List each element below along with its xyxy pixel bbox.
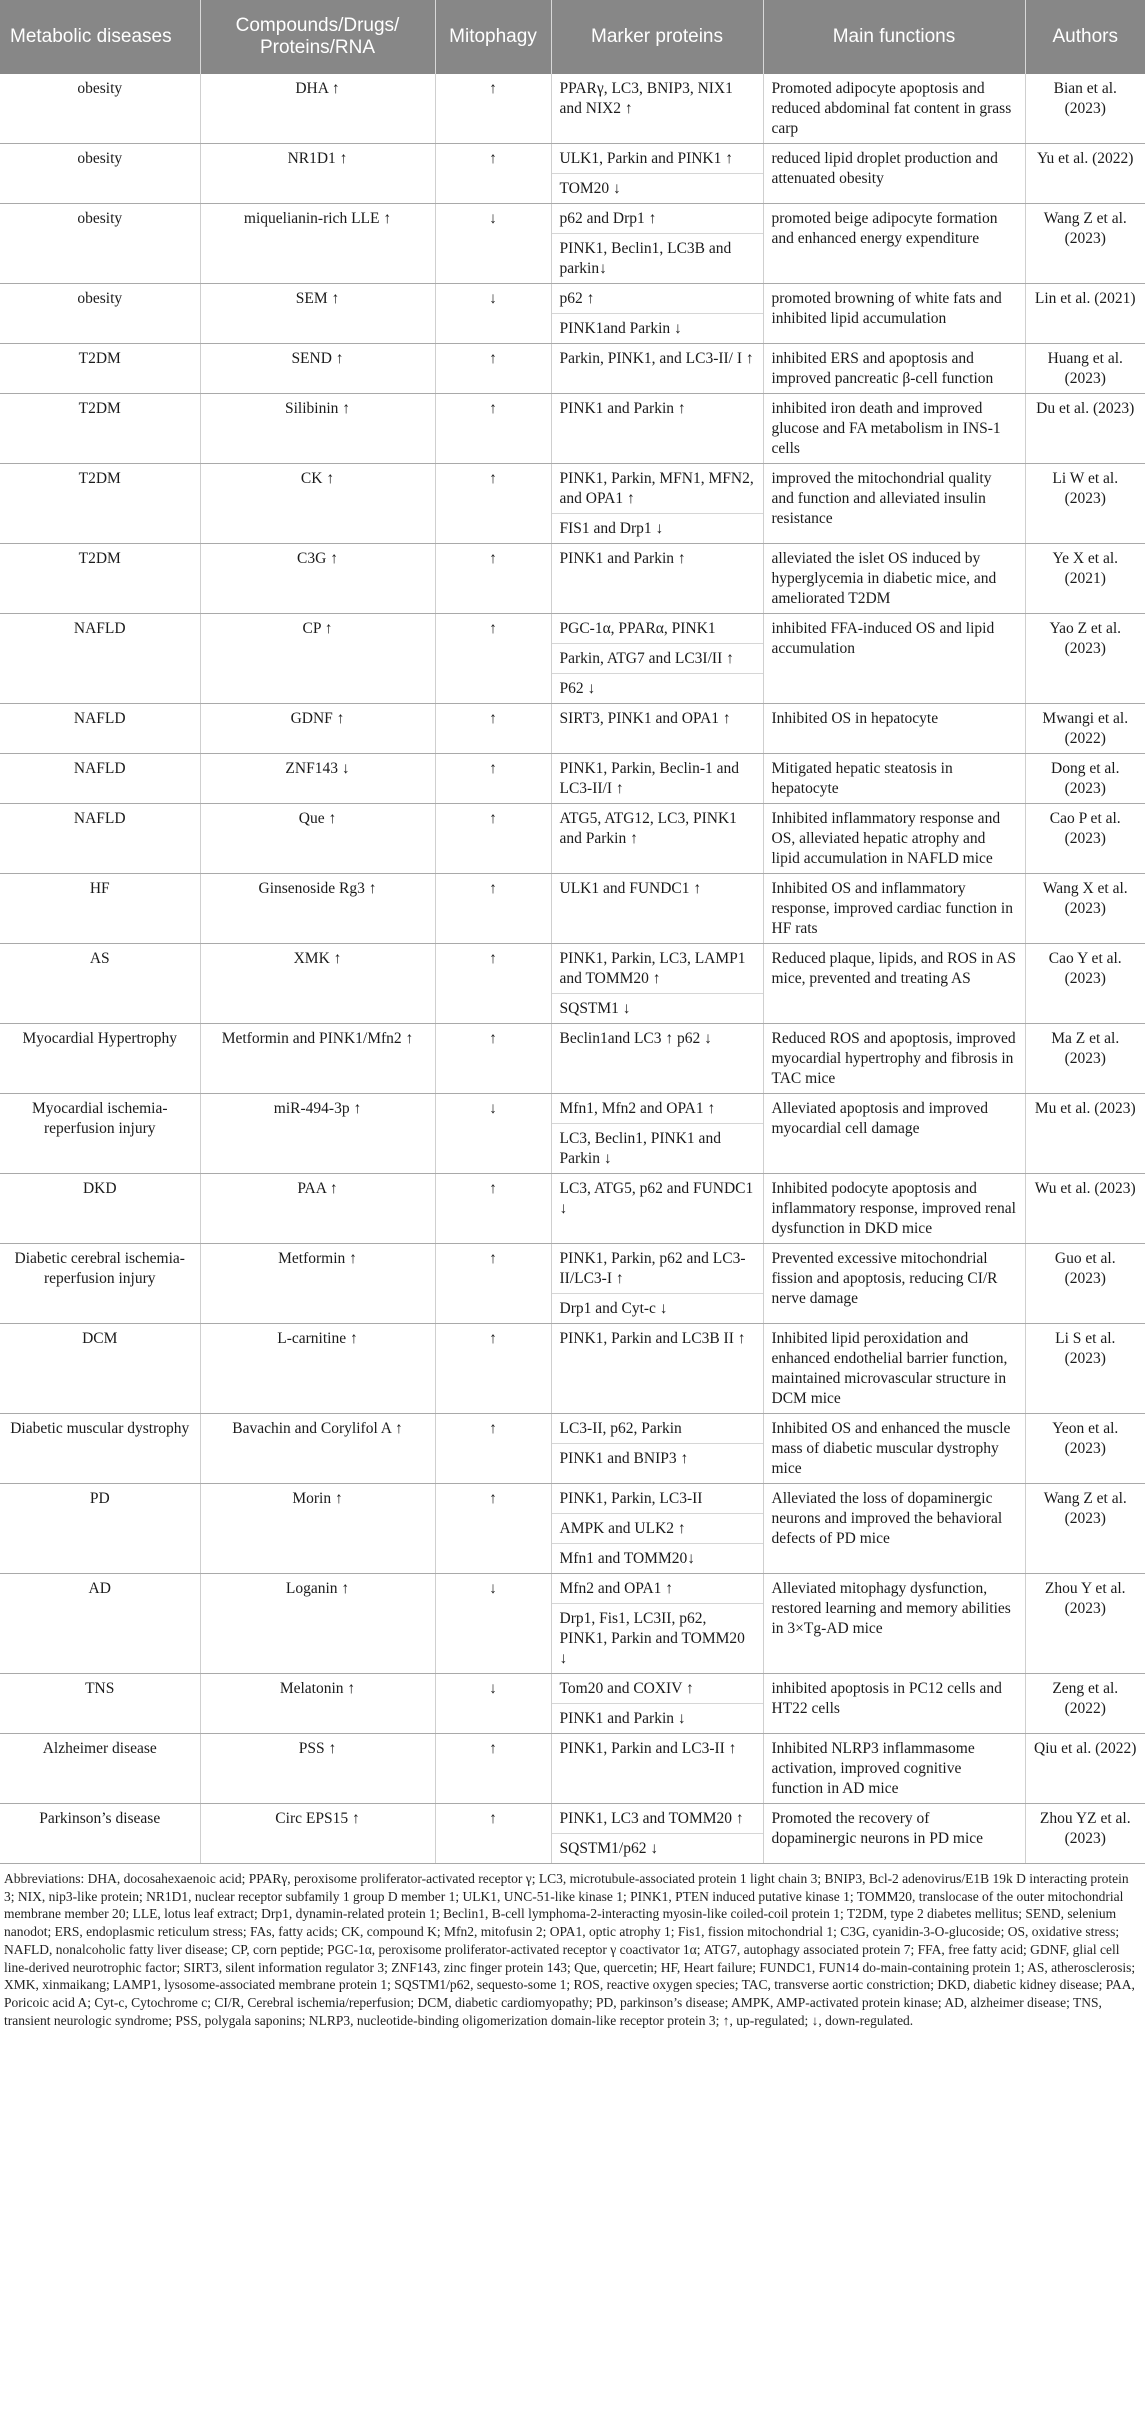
table-row <box>0 1734 1145 1804</box>
authors-cell: Du et al. (2023) <box>1025 394 1145 464</box>
mitophagy-cell: ↑ <box>435 614 551 704</box>
mitophagy-cell: ↑ <box>435 1024 551 1094</box>
authors-cell: Cao Y et al. (2023) <box>1025 944 1145 1024</box>
disease-cell: Myocardial ischemia-reperfusion injury <box>0 1094 200 1174</box>
authors-cell: Wang X et al. (2023) <box>1025 874 1145 944</box>
compound-cell: C3G ↑ <box>200 544 435 614</box>
marker-line: p62 and Drp1 ↑ <box>552 204 763 234</box>
disease-cell: Myocardial Hypertrophy <box>0 1024 200 1094</box>
markers-cell <box>551 1414 763 1484</box>
mitophagy-cell: ↓ <box>435 1574 551 1674</box>
compound-cell: Metformin and PINK1/Mfn2 ↑ <box>200 1024 435 1094</box>
marker-line: ATG5, ATG12, LC3, PINK1 and Parkin ↑ <box>559 810 737 847</box>
marker-line: PINK1 and Parkin ↑ <box>559 550 686 567</box>
marker-line: FIS1 and Drp1 ↓ <box>559 520 664 537</box>
mitophagy-cell: ↑ <box>435 1804 551 1864</box>
compound-cell: Loganin ↑ <box>200 1574 435 1674</box>
markers-cell <box>551 1024 763 1094</box>
authors-cell: Mwangi et al. (2022) <box>1025 704 1145 754</box>
marker-line: Mfn1 and TOMM20↓ <box>559 1550 695 1567</box>
compound-cell: ZNF143 ↓ <box>200 754 435 804</box>
disease-cell: NAFLD <box>0 704 200 754</box>
mitophagy-cell: ↑ <box>435 464 551 544</box>
compound-cell: Morin ↑ <box>200 1484 435 1574</box>
authors-cell: Dong et al. (2023) <box>1025 754 1145 804</box>
disease-cell: Diabetic cerebral ischemia-reperfusion injury <box>0 1244 200 1324</box>
functions-cell: Inhibited podocyte apoptosis and inflammatory response, improved renal dysfunction in DKD mice <box>763 1174 1025 1244</box>
authors-cell: Cao P et al. (2023) <box>1025 804 1145 874</box>
table-row <box>0 614 1145 704</box>
disease-cell: Parkinson’s disease <box>0 1804 200 1864</box>
compound-cell: miquelianin-rich LLE ↑ <box>200 204 435 284</box>
header-compounds: Compounds/Drugs/ Proteins/RNA <box>200 0 435 74</box>
functions-cell: inhibited ERS and apoptosis and improved pancreatic β-cell function <box>763 344 1025 394</box>
disease-cell: obesity <box>0 74 200 144</box>
authors-cell: Bian et al. (2023) <box>1025 74 1145 144</box>
marker-line: Parkin, PINK1, and LC3-II/ I ↑ <box>559 350 754 367</box>
mitophagy-cell: ↑ <box>435 804 551 874</box>
disease-cell: obesity <box>0 284 200 344</box>
marker-line: SQSTM1 ↓ <box>559 1000 631 1017</box>
marker-line: TOM20 ↓ <box>559 180 621 197</box>
disease-cell: TNS <box>0 1674 200 1734</box>
table-row <box>0 804 1145 874</box>
disease-cell: NAFLD <box>0 614 200 704</box>
disease-cell: AD <box>0 1574 200 1674</box>
header-marker-proteins: Marker proteins <box>551 0 763 74</box>
disease-cell: T2DM <box>0 464 200 544</box>
compound-cell: PSS ↑ <box>200 1734 435 1804</box>
mitophagy-cell: ↑ <box>435 1734 551 1804</box>
markers-cell <box>551 804 763 874</box>
markers-cell <box>551 394 763 464</box>
markers-cell <box>551 1244 763 1324</box>
compound-cell: Bavachin and Corylifol A ↑ <box>200 1414 435 1484</box>
compound-cell: Circ EPS15 ↑ <box>200 1804 435 1864</box>
table-row <box>0 1804 1145 1864</box>
table-row <box>0 144 1145 204</box>
marker-line: Beclin1and LC3 ↑ p62 ↓ <box>559 1030 712 1047</box>
functions-cell: promoted beige adipocyte formation and enhanced energy expenditure <box>763 204 1025 284</box>
disease-cell: PD <box>0 1484 200 1574</box>
functions-cell: improved the mitochondrial quality and function and alleviated insulin resistance <box>763 464 1025 544</box>
markers-cell <box>551 1324 763 1414</box>
table-row <box>0 1574 1145 1674</box>
header-main-functions: Main functions <box>763 0 1025 74</box>
compound-cell: miR-494-3p ↑ <box>200 1094 435 1174</box>
authors-cell: Qiu et al. (2022) <box>1025 1734 1145 1804</box>
functions-cell: Reduced ROS and apoptosis, improved myocardial hypertrophy and fibrosis in TAC mice <box>763 1024 1025 1094</box>
markers-cell <box>551 204 763 284</box>
functions-cell: Alleviated apoptosis and improved myocardial cell damage <box>763 1094 1025 1174</box>
functions-cell: Inhibited OS and enhanced the muscle mass of diabetic muscular dystrophy mice <box>763 1414 1025 1484</box>
markers-cell <box>551 944 763 1024</box>
table-row <box>0 1094 1145 1174</box>
disease-cell: T2DM <box>0 344 200 394</box>
disease-cell: T2DM <box>0 394 200 464</box>
table-row <box>0 1674 1145 1734</box>
header-authors: Authors <box>1025 0 1145 74</box>
table-row <box>0 464 1145 544</box>
marker-line: PINK1, Parkin, Beclin-1 and LC3-II/I ↑ <box>559 760 740 797</box>
functions-cell: alleviated the islet OS induced by hyperglycemia in diabetic mice, and ameliorated T2DM <box>763 544 1025 614</box>
disease-cell: obesity <box>0 144 200 204</box>
marker-line: ULK1 and FUNDC1 ↑ <box>559 880 702 897</box>
compound-cell: CP ↑ <box>200 614 435 704</box>
marker-line: Tom20 and COXIV ↑ <box>552 1674 763 1704</box>
disease-cell: DCM <box>0 1324 200 1414</box>
marker-line: PINK1 and BNIP3 ↑ <box>559 1450 689 1467</box>
functions-cell: Inhibited OS in hepatocyte <box>763 704 1025 754</box>
mitophagy-cell: ↑ <box>435 874 551 944</box>
authors-cell: Yu et al. (2022) <box>1025 144 1145 204</box>
table-row <box>0 284 1145 344</box>
functions-cell: Alleviated mitophagy dysfunction, restored learning and memory abilities in 3×Tg-AD mice <box>763 1574 1025 1674</box>
compound-cell: Metformin ↑ <box>200 1244 435 1324</box>
markers-cell <box>551 1574 763 1674</box>
markers-cell <box>551 1804 763 1864</box>
marker-line: ULK1, Parkin and PINK1 ↑ <box>552 144 763 174</box>
functions-cell: Inhibited NLRP3 inflammasome activation, improved cognitive function in AD mice <box>763 1734 1025 1804</box>
authors-cell: Lin et al. (2021) <box>1025 284 1145 344</box>
marker-line: PINK1, Parkin and LC3B II ↑ <box>559 1330 746 1347</box>
compound-cell: PAA ↑ <box>200 1174 435 1244</box>
table-row <box>0 1484 1145 1574</box>
marker-line: Mfn2 and OPA1 ↑ <box>552 1574 763 1604</box>
mitophagy-cell: ↓ <box>435 204 551 284</box>
table-row <box>0 1324 1145 1414</box>
mitophagy-cell: ↑ <box>435 704 551 754</box>
compound-cell: Silibinin ↑ <box>200 394 435 464</box>
disease-cell: T2DM <box>0 544 200 614</box>
disease-cell: DKD <box>0 1174 200 1244</box>
marker-line: PINK1and Parkin ↓ <box>559 320 682 337</box>
disease-cell: Diabetic muscular dystrophy <box>0 1414 200 1484</box>
functions-cell: Inhibited OS and inflammatory response, improved cardiac function in HF rats <box>763 874 1025 944</box>
marker-line: Parkin, ATG7 and LC3I/II ↑ <box>552 644 763 674</box>
disease-cell: Alzheimer disease <box>0 1734 200 1804</box>
mitophagy-cell: ↓ <box>435 284 551 344</box>
markers-cell <box>551 544 763 614</box>
authors-cell: Yeon et al. (2023) <box>1025 1414 1145 1484</box>
compound-cell: XMK ↑ <box>200 944 435 1024</box>
authors-cell: Huang et al. (2023) <box>1025 344 1145 394</box>
mitophagy-cell: ↑ <box>435 1324 551 1414</box>
authors-cell: Guo et al. (2023) <box>1025 1244 1145 1324</box>
markers-cell <box>551 1484 763 1574</box>
table-row <box>0 74 1145 144</box>
compound-cell: SEND ↑ <box>200 344 435 394</box>
mitophagy-cell: ↑ <box>435 754 551 804</box>
marker-line: PPARγ, LC3, BNIP3, NIX1 and NIX2 ↑ <box>559 80 733 117</box>
authors-cell: Li S et al. (2023) <box>1025 1324 1145 1414</box>
functions-cell: Prevented excessive mitochondrial fission and apoptosis, reducing CI/R nerve damage <box>763 1244 1025 1324</box>
functions-cell: Promoted adipocyte apoptosis and reduced abdominal fat content in grass carp <box>763 74 1025 144</box>
authors-cell: Ma Z et al. (2023) <box>1025 1024 1145 1094</box>
markers-cell <box>551 754 763 804</box>
disease-cell: HF <box>0 874 200 944</box>
marker-line: AMPK and ULK2 ↑ <box>552 1514 763 1544</box>
marker-line: PINK1 and Parkin ↑ <box>559 400 686 417</box>
functions-cell: promoted browning of white fats and inhibited lipid accumulation <box>763 284 1025 344</box>
marker-line: Mfn1, Mfn2 and OPA1 ↑ <box>552 1094 763 1124</box>
marker-line: PINK1, Parkin and LC3-II ↑ <box>559 1740 737 1757</box>
marker-line: LC3-II, p62, Parkin <box>552 1414 763 1444</box>
functions-cell: inhibited FFA-induced OS and lipid accumulation <box>763 614 1025 704</box>
markers-cell <box>551 1174 763 1244</box>
compound-cell: SEM ↑ <box>200 284 435 344</box>
marker-line: PINK1, Parkin, MFN1, MFN2, and OPA1 ↑ <box>552 464 763 514</box>
authors-cell: Wang Z et al. (2023) <box>1025 1484 1145 1574</box>
abbreviations-note: Abbreviations: DHA, docosahexaenoic acid; PPARγ, peroxisome proliferator-activated receptor γ; LC3, microtubule-associated protein 1 light chain 3; BNIP3, Bcl-2 adenovirus/E1B 19k D interacting protein 3; NIX, nip3-like protein; NR1D1, nuclear receptor subfamily 1 group D member 1; ULK1, UNC-51-like kinase 1; PINK1, PTEN induced putative kinase 1; TOMM20, translocase of the outer mitochondrial membrane member 20; LLE, lotus leaf extract; Drp1, dynamin-related protein 1; Beclin1, B-cell lymphoma-2-interacting myosin-like coiled-coil protein 1; T2DM, type 2 diabetes mellitus; SEND, selenium nanodot; ERS, endoplasmic reticulum stress; FAs, fatty acids; CK, compound K; Mfn2, mitofusin 2; OPA1, optic atrophy 1; Fis1, fission mitochondrial 1; C3G, cyanidin-3-O-glucoside; OS, oxidative stress; NAFLD, nonalcoholic fatty liver disease; CP, corn peptide; PGC-1α, peroxisome proliferator-activated receptor γ coactivator 1α; ATG7, autophagy associated protein 7; FFA, free fatty acid; GDNF, glial cell line-derived neurotrophic factor; SIRT3, silent information regulator 3; ZNF143, zinc finger protein 143; Que, quercetin; HF, Heart failure; FUNDC1, FUN14 do-main-containing protein 1; AS, atherosclerosis; XMK, xinmaikang; LAMP1, lysosome-associated membrane protein 1; SQSTM1/p62, sequesto-some 1; ROS, reactive oxygen species; TAC, transverse aortic constriction; DKD, diabetic kidney disease; PAA, Poricoic acid A; Cyt-c, Cytochrome c; CI/R, Cerebral ischemia/reperfusion; DCM, diabetic cardiomyopathy; PD, parkinson’s disease; AMPK, AMP-activated protein kinase; AD, alzheimer disease; TNS, transient neurologic syndrome; PSS, polygala saponins; NLRP3, nucleotide-binding oligomerization domain-like receptor protein 3; ↑, up-regulated; ↓, down-regulated. <box>4 1871 1136 2028</box>
mitophagy-cell: ↑ <box>435 1244 551 1324</box>
functions-cell: Inhibited lipid peroxidation and enhanced endothelial barrier function, maintained microvascular structure in DCM mice <box>763 1324 1025 1414</box>
header-row <box>0 0 1145 74</box>
marker-line: LC3, ATG5, p62 and FUNDC1 ↓ <box>559 1180 754 1217</box>
table-row <box>0 544 1145 614</box>
markers-cell <box>551 74 763 144</box>
disease-cell: obesity <box>0 204 200 284</box>
authors-cell: Ye X et al. (2021) <box>1025 544 1145 614</box>
marker-line: PGC-1α, PPARα, PINK1 <box>552 614 763 644</box>
marker-line: Drp1 and Cyt-c ↓ <box>559 1300 668 1317</box>
disease-cell: AS <box>0 944 200 1024</box>
authors-cell: Yao Z et al. (2023) <box>1025 614 1145 704</box>
table-row <box>0 1414 1145 1484</box>
marker-line: PINK1, Parkin, p62 and LC3-II/LC3-I ↑ <box>552 1244 763 1294</box>
marker-line: LC3, Beclin1, PINK1 and Parkin ↓ <box>559 1130 721 1167</box>
functions-cell: Inhibited inflammatory response and OS, alleviated hepatic atrophy and lipid accumulation in NAFLD mice <box>763 804 1025 874</box>
table-row <box>0 204 1145 284</box>
markers-cell <box>551 614 763 704</box>
marker-line: PINK1, Parkin, LC3, LAMP1 and TOMM20 ↑ <box>552 944 763 994</box>
markers-cell <box>551 1094 763 1174</box>
mitophagy-cell: ↑ <box>435 1414 551 1484</box>
markers-cell <box>551 144 763 204</box>
authors-cell: Li W et al. (2023) <box>1025 464 1145 544</box>
header-mitophagy: Mitophagy <box>435 0 551 74</box>
authors-cell: Zhou Y et al. (2023) <box>1025 1574 1145 1674</box>
markers-cell <box>551 874 763 944</box>
markers-cell <box>551 704 763 754</box>
marker-line: P62 ↓ <box>559 680 596 697</box>
mitophagy-cell: ↑ <box>435 544 551 614</box>
mitophagy-cell: ↑ <box>435 1484 551 1574</box>
marker-line: PINK1 and Parkin ↓ <box>559 1710 686 1727</box>
compound-cell: NR1D1 ↑ <box>200 144 435 204</box>
functions-cell: Promoted the recovery of dopaminergic neurons in PD mice <box>763 1804 1025 1864</box>
header-metabolic-diseases: Metabolic diseases <box>0 0 200 74</box>
marker-line: PINK1, Parkin, LC3-II <box>552 1484 763 1514</box>
markers-cell <box>551 284 763 344</box>
compound-cell: CK ↑ <box>200 464 435 544</box>
marker-line: SQSTM1/p62 ↓ <box>559 1840 659 1857</box>
marker-line: p62 ↑ <box>552 284 763 314</box>
table-row <box>0 1024 1145 1094</box>
table-row <box>0 1244 1145 1324</box>
authors-cell: Mu et al. (2023) <box>1025 1094 1145 1174</box>
authors-cell: Zeng et al. (2022) <box>1025 1674 1145 1734</box>
authors-cell: Wang Z et al. (2023) <box>1025 204 1145 284</box>
mitophagy-cell: ↑ <box>435 144 551 204</box>
functions-cell: inhibited apoptosis in PC12 cells and HT22 cells <box>763 1674 1025 1734</box>
markers-cell <box>551 1734 763 1804</box>
mitophagy-cell: ↑ <box>435 394 551 464</box>
functions-cell: reduced lipid droplet production and attenuated obesity <box>763 144 1025 204</box>
table-row <box>0 944 1145 1024</box>
table-row <box>0 1174 1145 1244</box>
compound-cell: Melatonin ↑ <box>200 1674 435 1734</box>
functions-cell: inhibited iron death and improved glucose and FA metabolism in INS-1 cells <box>763 394 1025 464</box>
table-row <box>0 754 1145 804</box>
disease-cell: NAFLD <box>0 804 200 874</box>
markers-cell <box>551 464 763 544</box>
mitophagy-cell: ↑ <box>435 1174 551 1244</box>
marker-line: SIRT3, PINK1 and OPA1 ↑ <box>559 710 731 727</box>
table-row <box>0 344 1145 394</box>
marker-line: PINK1, Beclin1, LC3B and parkin↓ <box>559 240 732 277</box>
disease-cell: NAFLD <box>0 754 200 804</box>
mitophagy-cell: ↑ <box>435 74 551 144</box>
functions-cell: Alleviated the loss of dopaminergic neurons and improved the behavioral defects of PD mice <box>763 1484 1025 1574</box>
authors-cell: Wu et al. (2023) <box>1025 1174 1145 1244</box>
mitophagy-cell: ↓ <box>435 1674 551 1734</box>
compound-cell: DHA ↑ <box>200 74 435 144</box>
authors-cell: Zhou YZ et al. (2023) <box>1025 1804 1145 1864</box>
table-row <box>0 704 1145 754</box>
compound-cell: Ginsenoside Rg3 ↑ <box>200 874 435 944</box>
compound-cell: GDNF ↑ <box>200 704 435 754</box>
markers-cell <box>551 1674 763 1734</box>
mitophagy-cell: ↑ <box>435 944 551 1024</box>
functions-cell: Mitigated hepatic steatosis in hepatocyte <box>763 754 1025 804</box>
mitophagy-cell: ↓ <box>435 1094 551 1174</box>
functions-cell: Reduced plaque, lipids, and ROS in AS mice, prevented and treating AS <box>763 944 1025 1024</box>
compound-cell: L-carnitine ↑ <box>200 1324 435 1414</box>
table-row <box>0 394 1145 464</box>
table-body <box>0 74 1145 1864</box>
marker-line: Drp1, Fis1, LC3II, p62, PINK1, Parkin and TOMM20 ↓ <box>559 1610 745 1667</box>
marker-line: PINK1, LC3 and TOMM20 ↑ <box>552 1804 763 1834</box>
mitophagy-cell: ↑ <box>435 344 551 394</box>
compound-cell: Que ↑ <box>200 804 435 874</box>
markers-cell <box>551 344 763 394</box>
table-row <box>0 874 1145 944</box>
